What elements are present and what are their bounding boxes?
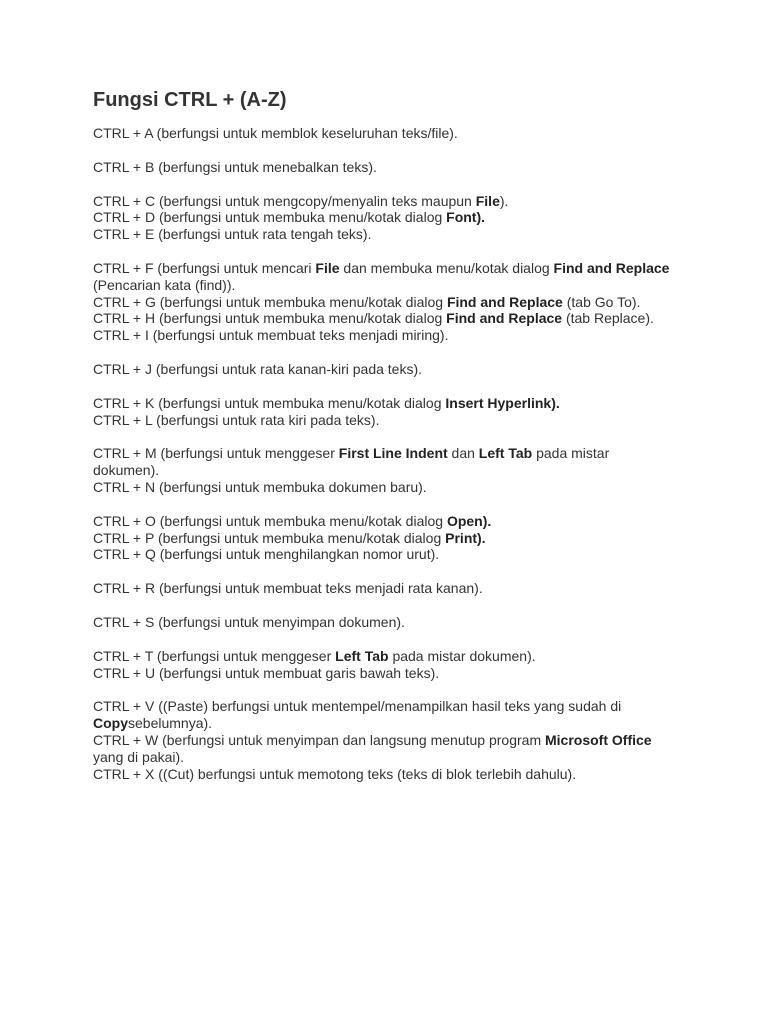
shortcut-group [93, 193, 678, 243]
text-segment: CTRL + I (berfungsi untuk membuat teks menjadi miring). [93, 327, 449, 344]
bold-term: Copy [93, 715, 128, 732]
text-segment: sebelumnya). [128, 715, 213, 732]
text-segment: CTRL + L (berfungsi untuk rata kiri pada teks). [93, 411, 380, 428]
text-segment: CTRL + M (berfungsi untuk menggeser [93, 445, 339, 462]
shortcut-line [93, 580, 678, 597]
text-segment: (tab Go To). [562, 293, 641, 310]
shortcut-line [93, 260, 678, 294]
text-segment: (Pencarian kata (find)). [93, 276, 236, 293]
shortcut-group [93, 445, 678, 495]
shortcut-line [93, 412, 678, 429]
shortcut-line [93, 766, 678, 783]
shortcut-line [93, 226, 678, 243]
shortcut-line [93, 614, 678, 631]
shortcut-line [93, 294, 678, 311]
shortcut-group [93, 125, 678, 142]
bold-term: Print). [445, 529, 486, 546]
shortcut-line [93, 445, 678, 479]
shortcut-line [93, 648, 678, 665]
text-segment: CTRL + V ((Paste) berfungsi untuk mentempel/menampilkan hasil teks yang sudah di [93, 698, 622, 715]
bold-term: First Line Indent [338, 445, 448, 462]
text-segment: CTRL + E (berfungsi untuk rata tengah teks). [93, 226, 372, 243]
text-segment: CTRL + W (berfungsi untuk menyimpan dan langsung menutup program [93, 731, 545, 748]
shortcut-line [93, 209, 678, 226]
bold-term: Find and Replace [553, 259, 670, 276]
bold-term: Left Tab [478, 445, 533, 462]
shortcut-line [93, 159, 678, 176]
bold-term: Microsoft Office [545, 731, 652, 748]
text-segment: CTRL + Q (berfungsi untuk menghilangkan nomor urut). [93, 546, 440, 563]
text-segment: dan [447, 445, 479, 462]
shortcut-line [93, 327, 678, 344]
shortcut-line [93, 193, 678, 210]
text-segment: (tab Replace). [562, 310, 654, 327]
text-segment: CTRL + N (berfungsi untuk membuka dokumen baru). [93, 478, 427, 495]
bold-term: Open). [446, 512, 492, 529]
shortcut-line [93, 361, 678, 378]
bold-term: Insert Hyperlink). [445, 394, 560, 411]
shortcut-group [93, 159, 678, 176]
text-segment: CTRL + T (berfungsi untuk menggeser [93, 647, 336, 664]
text-segment: CTRL + H (berfungsi untuk membuka menu/kotak dialog [93, 310, 447, 327]
shortcut-group [93, 260, 678, 344]
text-segment: yang di pakai). [93, 748, 185, 765]
shortcut-group [93, 395, 678, 429]
text-segment: CTRL + K (berfungsi untuk membuka menu/kotak dialog [93, 394, 446, 411]
shortcut-group [93, 361, 678, 378]
bold-term: File [315, 259, 340, 276]
text-segment: CTRL + X ((Cut) berfungsi untuk memotong teks (teks di blok terlebih dahulu). [93, 765, 577, 782]
shortcut-group [93, 580, 678, 597]
text-segment: CTRL + S (berfungsi untuk menyimpan dokumen). [93, 613, 405, 630]
shortcut-line [93, 125, 678, 142]
shortcut-line [93, 732, 678, 766]
bold-term: Left Tab [335, 647, 389, 664]
text-segment: CTRL + F (berfungsi untuk mencari [93, 259, 316, 276]
bold-term: Find and Replace [446, 310, 563, 327]
bold-term: Find and Replace [446, 293, 563, 310]
page-title: Fungsi CTRL + (A-Z) [93, 89, 287, 111]
shortcut-line [93, 530, 678, 547]
text-segment: dan membuka menu/kotak dialog [339, 259, 554, 276]
shortcut-line [93, 395, 678, 412]
bold-term: File [475, 192, 500, 209]
shortcut-line [93, 665, 678, 682]
shortcut-line [93, 479, 678, 496]
shortcut-list [93, 125, 678, 782]
shortcut-group [93, 614, 678, 631]
text-segment: CTRL + G (berfungsi untuk membuka menu/kotak dialog [93, 293, 447, 310]
text-segment: pada mistar dokumen). [93, 445, 610, 479]
text-segment: CTRL + R (berfungsi untuk membuat teks menjadi rata kanan). [93, 580, 483, 597]
text-segment: CTRL + O (berfungsi untuk membuka menu/kotak dialog [93, 512, 447, 529]
shortcut-line [93, 546, 678, 563]
text-segment: CTRL + U (berfungsi untuk membuat garis bawah teks). [93, 664, 440, 681]
text-segment: CTRL + D (berfungsi untuk membuka menu/kotak dialog [93, 209, 447, 226]
shortcut-line [93, 310, 678, 327]
text-segment: CTRL + C (berfungsi untuk mengcopy/menyalin teks maupun [93, 192, 476, 209]
text-segment: CTRL + B (berfungsi untuk menebalkan teks). [93, 158, 377, 175]
shortcut-group [93, 513, 678, 563]
shortcut-group [93, 648, 678, 682]
text-segment: ). [499, 192, 509, 209]
bold-term: Font). [446, 209, 486, 226]
text-segment: CTRL + P (berfungsi untuk membuka menu/kotak dialog [93, 529, 446, 546]
text-segment: pada mistar dokumen). [388, 647, 536, 664]
shortcut-group [93, 698, 678, 782]
shortcut-line [93, 513, 678, 530]
text-segment: CTRL + J (berfungsi untuk rata kanan-kiri pada teks). [93, 360, 423, 377]
shortcut-line [93, 698, 678, 732]
text-segment: CTRL + A (berfungsi untuk memblok keseluruhan teks/file). [93, 125, 458, 141]
